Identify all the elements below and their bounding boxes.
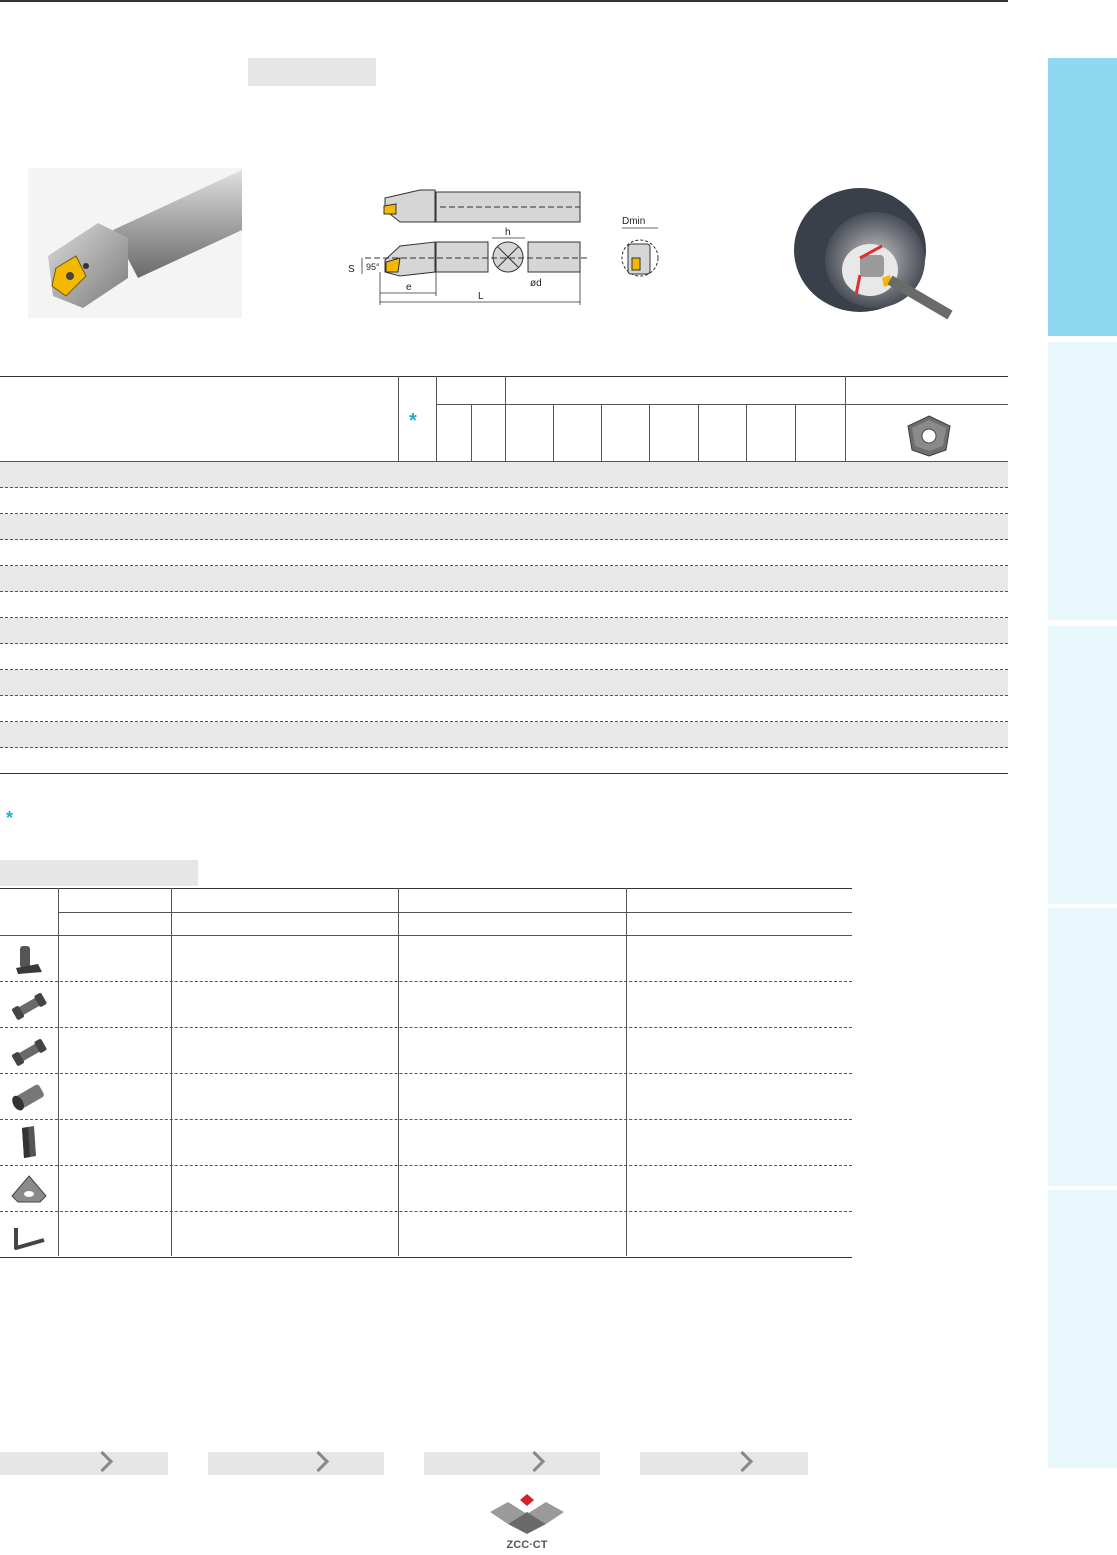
table-top-rule (0, 376, 1008, 377)
parts-table (0, 886, 852, 1258)
header-divider (553, 405, 554, 462)
parts-row (0, 1120, 852, 1166)
chevron-right-icon (524, 1451, 545, 1472)
clamp-icon (8, 942, 50, 978)
table-row (0, 592, 1008, 618)
tool-dimension-diagram (340, 180, 670, 310)
nav-button-3[interactable] (424, 1452, 600, 1475)
table-row (0, 488, 1008, 514)
header-divider (746, 405, 747, 462)
header-divider (845, 376, 846, 462)
hex-key-icon (8, 1218, 50, 1254)
side-tab-1[interactable] (1048, 58, 1117, 336)
header-divider (601, 405, 602, 462)
nav-button-4[interactable] (640, 1452, 808, 1475)
parts-row (0, 1074, 852, 1120)
boring-bar-photo (28, 168, 242, 318)
footnote-asterisk: * (6, 808, 14, 828)
header-divider (649, 405, 650, 462)
header-divider (698, 405, 699, 462)
pin-icon (8, 1124, 50, 1160)
chevron-right-icon (732, 1451, 753, 1472)
table-row (0, 462, 1008, 488)
parts-row (0, 936, 852, 982)
parts-subrule (58, 912, 852, 913)
header-divider (795, 405, 796, 462)
side-tab-3[interactable] (1048, 626, 1117, 904)
spring-screw-icon (8, 1080, 50, 1116)
table-row (0, 618, 1008, 644)
table-row (0, 514, 1008, 540)
table-row (0, 644, 1008, 670)
parts-row (0, 982, 852, 1028)
asterisk-mark: * (409, 410, 417, 432)
screw-icon (8, 1034, 50, 1070)
shim-icon (8, 1172, 50, 1208)
insert-icon (904, 414, 954, 458)
header-divider (436, 376, 437, 462)
header-divider (398, 376, 399, 462)
application-photo (790, 180, 960, 320)
header-divider (505, 376, 506, 462)
label-h: h (505, 227, 511, 238)
parts-row (0, 1212, 852, 1258)
side-tab-4[interactable] (1048, 908, 1117, 1186)
label-L: L (478, 291, 484, 302)
table-row (0, 540, 1008, 566)
table-row (0, 748, 1008, 774)
parts-top-rule (0, 888, 852, 889)
label-dmin: Dmin (622, 216, 646, 227)
header-subrule (436, 404, 1008, 405)
label-s: S (348, 264, 355, 275)
label-angle: 95° (366, 262, 380, 272)
screw-icon (8, 988, 50, 1024)
chevron-right-icon (308, 1451, 329, 1472)
header-divider (471, 405, 472, 462)
parts-row (0, 1166, 852, 1212)
zcc-ct-logo (482, 1490, 572, 1550)
table-row (0, 696, 1008, 722)
chevron-right-icon (92, 1451, 113, 1472)
logo-text: ZCC·CT (506, 1539, 548, 1550)
side-tab-2[interactable] (1048, 342, 1117, 620)
table-row (0, 566, 1008, 592)
nav-button-1[interactable] (0, 1452, 168, 1475)
table-row (0, 670, 1008, 696)
main-spec-table (0, 376, 1008, 780)
section-title-box (248, 58, 376, 86)
nav-button-2[interactable] (208, 1452, 384, 1475)
top-rule (0, 0, 1008, 2)
side-tab-5[interactable] (1048, 1190, 1117, 1468)
label-od: ød (530, 278, 542, 289)
parts-row (0, 1028, 852, 1074)
parts-title-box (0, 860, 198, 886)
label-e: e (406, 282, 412, 293)
table-row (0, 722, 1008, 748)
